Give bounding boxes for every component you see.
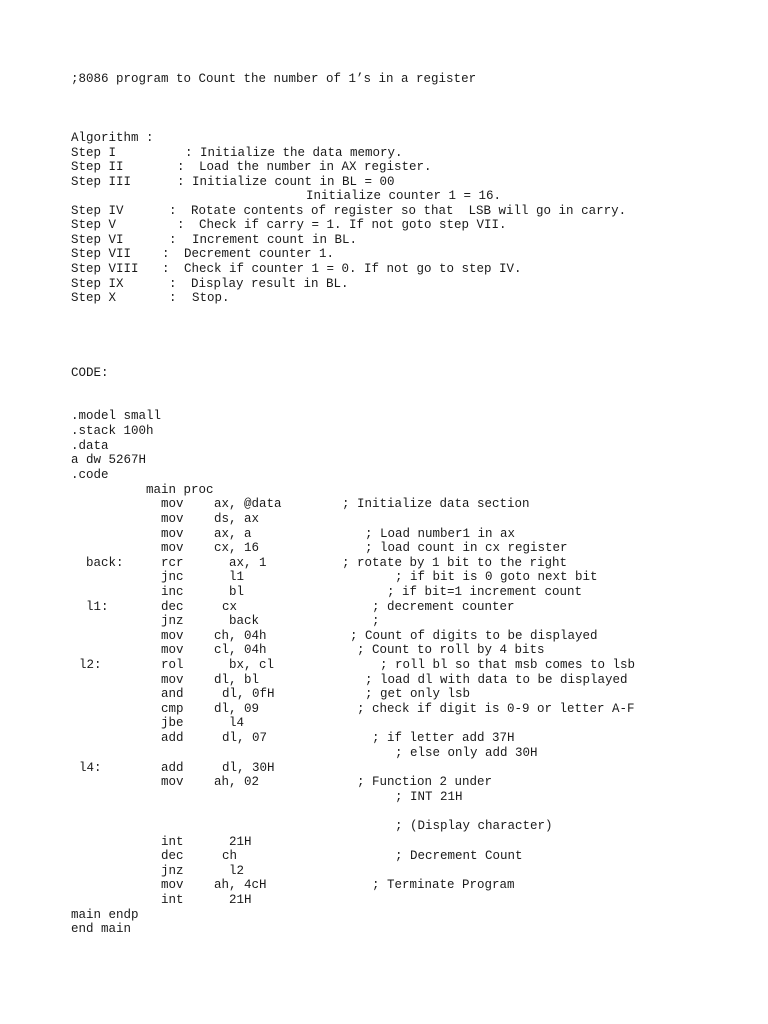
code-args: cx, 16 (214, 541, 260, 555)
code-comment: ; INT 21H (395, 790, 463, 804)
code-args: ch (222, 849, 238, 863)
code-comment: ; else only add 30H (395, 746, 538, 760)
code-op: add (161, 731, 184, 745)
step-text: Load the number in AX register. (199, 160, 432, 174)
code-op: mov (161, 512, 184, 526)
code-op: mov (161, 541, 184, 555)
code-args: 21H (229, 893, 252, 907)
code-args: ds, ax (214, 512, 260, 526)
proc-start-line: main proc (146, 483, 214, 497)
code-label: l4: (79, 761, 102, 775)
code-args: ax, a (214, 527, 252, 541)
code-args: l2 (229, 864, 245, 878)
code-args: dl, 09 (214, 702, 260, 716)
step-label: Step X (71, 291, 117, 305)
code-op: mov (161, 527, 184, 541)
code-args: dl, bl (214, 673, 260, 687)
code-args: dl, 07 (222, 731, 268, 745)
step-text: Decrement counter 1. (184, 247, 335, 261)
code-comment: ; Decrement Count (395, 849, 523, 863)
code-heading: CODE: (71, 366, 109, 380)
step-text: Check if counter 1 = 0. If not go to step IV. (184, 262, 522, 276)
step-separator: : (177, 175, 185, 189)
step-text: Stop. (192, 291, 230, 305)
code-op: rcr (161, 556, 184, 570)
step-label: Step VII (71, 247, 132, 261)
step-label: Step VIII (71, 262, 139, 276)
code-args: dl, 30H (222, 761, 275, 775)
code-comment: ; Initialize data section (342, 497, 530, 511)
code-comment: ; if bit is 0 goto next bit (395, 570, 598, 584)
step-label: Step II (71, 160, 124, 174)
code-op: mov (161, 878, 184, 892)
step-separator: : (162, 262, 170, 276)
code-args: ax, 1 (229, 556, 267, 570)
step-separator: : (169, 204, 177, 218)
code-comment: ; get only lsb (365, 687, 471, 701)
step-separator: : (162, 247, 170, 261)
code-comment: ; load count in cx register (365, 541, 568, 555)
code-args: 21H (229, 835, 252, 849)
code-comment: ; if letter add 37H (372, 731, 515, 745)
step-separator: : (169, 233, 177, 247)
step-label: Step I (71, 146, 117, 160)
code-op: rol (161, 658, 184, 672)
code-args: cx (222, 600, 238, 614)
code-op: int (161, 893, 184, 907)
step-separator: : (177, 160, 185, 174)
step-separator: : (177, 218, 185, 232)
proc-end-line: main endp (71, 908, 139, 922)
code-args: ch, 04h (214, 629, 267, 643)
code-label: back: (86, 556, 124, 570)
code-op: and (161, 687, 184, 701)
code-comment: ; Terminate Program (372, 878, 515, 892)
step-text: Rotate contents of register so that LSB will go in carry. (191, 204, 627, 218)
step-text: Initialize the data memory. (200, 146, 403, 160)
code-args: cl, 04h (214, 643, 267, 657)
directive-line: .code (71, 468, 109, 482)
code-args: dl, 0fH (222, 687, 275, 701)
step-text: Increment count in BL. (192, 233, 358, 247)
directive-line: a dw 5267H (71, 453, 147, 467)
code-comment: ; Count of digits to be displayed (350, 629, 598, 643)
step-label: Step III (71, 175, 132, 189)
code-args: bl (229, 585, 245, 599)
step-separator: : (185, 146, 193, 160)
code-op: jbe (161, 716, 184, 730)
step-text: Initialize counter 1 = 16. (306, 189, 502, 203)
step-separator: : (169, 291, 177, 305)
code-op: jnc (161, 570, 184, 584)
step-text: Display result in BL. (191, 277, 349, 291)
code-op: dec (161, 849, 184, 863)
code-op: jnz (161, 614, 184, 628)
directive-line: .model small (71, 409, 162, 423)
step-label: Step IX (71, 277, 124, 291)
code-comment: ; Count to roll by 4 bits (357, 643, 545, 657)
code-op: mov (161, 673, 184, 687)
step-label: Step VI (71, 233, 124, 247)
code-args: back (229, 614, 260, 628)
code-label: l1: (86, 600, 109, 614)
code-op: cmp (161, 702, 184, 716)
code-op: add (161, 761, 184, 775)
code-comment: ; load dl with data to be displayed (365, 673, 628, 687)
code-comment: ; Load number1 in ax (365, 527, 516, 541)
step-label: Step V (71, 218, 117, 232)
code-op: mov (161, 497, 184, 511)
code-op: dec (161, 600, 184, 614)
code-op: inc (161, 585, 184, 599)
code-op: int (161, 835, 184, 849)
code-comment: ; if bit=1 increment count (387, 585, 583, 599)
code-op: jnz (161, 864, 184, 878)
code-args: ax, @data (214, 497, 282, 511)
algorithm-heading: Algorithm : (71, 131, 154, 145)
code-op: mov (161, 775, 184, 789)
step-separator: : (169, 277, 177, 291)
code-op: mov (161, 629, 184, 643)
code-args: l4 (229, 716, 245, 730)
code-comment: ; (Display character) (395, 819, 553, 833)
step-label: Step IV (71, 204, 124, 218)
code-comment: ; (372, 614, 380, 628)
code-args: bx, cl (229, 658, 275, 672)
document-title: ;8086 program to Count the number of 1’s in a register (71, 72, 477, 86)
step-text: Initialize count in BL = 00 (192, 175, 395, 189)
end-line: end main (71, 922, 132, 936)
code-args: ah, 4cH (214, 878, 267, 892)
code-comment: ; Function 2 under (357, 775, 493, 789)
code-args: l1 (229, 570, 245, 584)
code-comment: ; roll bl so that msb comes to lsb (380, 658, 636, 672)
directive-line: .data (71, 439, 109, 453)
code-comment: ; check if digit is 0-9 or letter A-F (357, 702, 635, 716)
code-op: mov (161, 643, 184, 657)
code-args: ah, 02 (214, 775, 260, 789)
directive-line: .stack 100h (71, 424, 154, 438)
code-label: l2: (79, 658, 102, 672)
step-text: Check if carry = 1. If not goto step VII. (199, 218, 507, 232)
code-comment: ; decrement counter (372, 600, 515, 614)
code-comment: ; rotate by 1 bit to the right (342, 556, 568, 570)
